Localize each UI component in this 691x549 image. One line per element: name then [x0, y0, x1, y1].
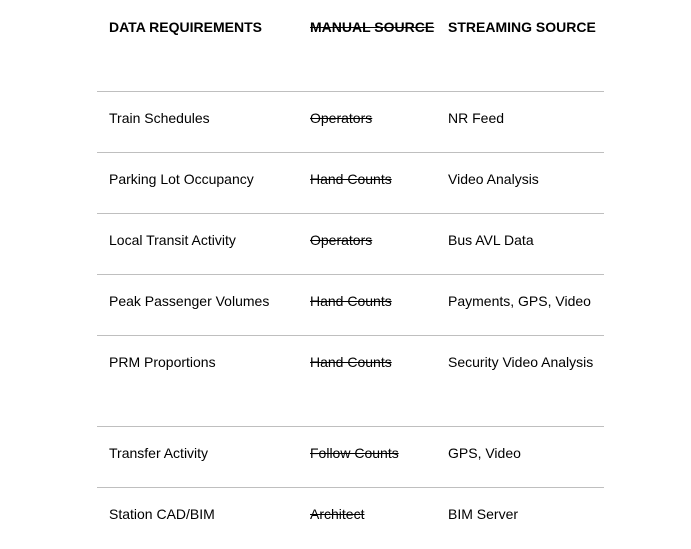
manual-source-text: Architect [310, 506, 365, 522]
manual-source-cell [298, 427, 436, 487]
header-data-requirements: DATA REQUIREMENTS [109, 19, 262, 35]
table-row [97, 427, 604, 488]
streaming-source-cell: NR Feed [448, 110, 505, 126]
table-row [97, 92, 604, 153]
streaming-source-cell: Video Analysis [448, 171, 539, 187]
table-row [97, 153, 604, 214]
manual-source-text: Operators [310, 110, 373, 126]
streaming-source-cell: Bus AVL Data [448, 232, 534, 248]
requirement-cell: Peak Passenger Volumes [109, 293, 270, 309]
data-sources-table [97, 0, 604, 546]
requirement-cell: PRM Proportions [109, 354, 216, 370]
table-row [97, 214, 604, 275]
requirement-cell: Train Schedules [109, 110, 210, 126]
table-row [97, 336, 604, 427]
requirement-cell: Transfer Activity [109, 445, 209, 461]
manual-source-cell [298, 488, 436, 546]
manual-source-text: Hand Counts [310, 354, 392, 370]
streaming-source-cell: BIM Server [448, 506, 519, 522]
manual-source-cell [298, 92, 436, 152]
requirement-cell: Parking Lot Occupancy [109, 171, 254, 187]
manual-source-cell [298, 214, 436, 274]
streaming-source-cell [436, 336, 604, 426]
manual-source-cell [298, 275, 436, 335]
streaming-source-text: Security Video Analysis [448, 354, 594, 370]
table-row [97, 488, 604, 546]
manual-source-text: Operators [310, 232, 373, 248]
requirement-cell: Local Transit Activity [109, 232, 236, 248]
header-streaming-source: STREAMING SOURCE [448, 19, 596, 35]
header-manual-source [298, 0, 436, 91]
manual-source-cell [298, 336, 436, 426]
manual-source-text: Hand Counts [310, 171, 392, 187]
manual-source-text: Hand Counts [310, 293, 392, 309]
requirement-cell: Station CAD/BIM [109, 506, 215, 522]
streaming-source-cell: GPS, Video [448, 445, 521, 461]
manual-source-text: Follow Counts [310, 445, 399, 461]
manual-source-cell [298, 153, 436, 213]
table-row [97, 275, 604, 336]
header-manual-source-text: MANUAL SOURCE [310, 19, 435, 35]
streaming-source-cell: Payments, GPS, Video [448, 293, 591, 309]
table-header-row [97, 0, 604, 92]
